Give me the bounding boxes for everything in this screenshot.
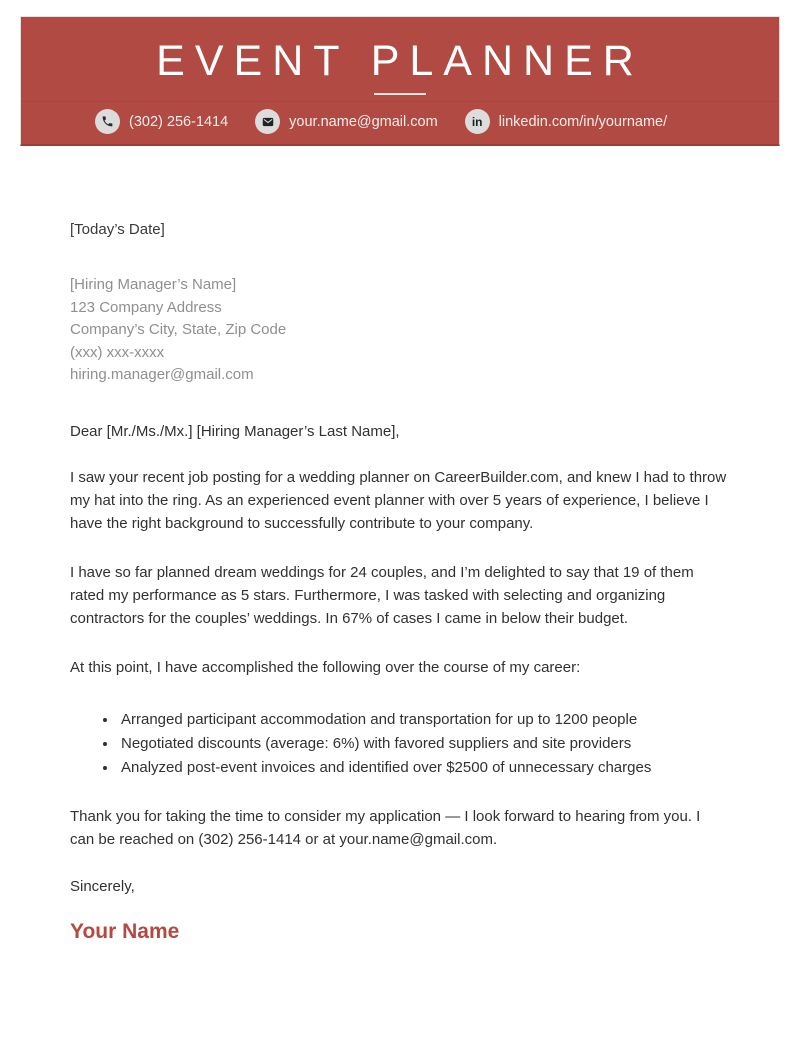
list-item: • Arranged participant accommodation and transportation for up to 1200 people [118, 708, 728, 732]
date-placeholder: [Today’s Date] [70, 221, 165, 238]
title-divider [374, 93, 426, 95]
recipient-email: hiring.manager@gmail.com [70, 366, 254, 383]
recipient-name: [Hiring Manager’s Name] [70, 276, 237, 293]
closing-paragraph: Thank you for taking the time to consider my application — I look forward to hearing from you. I can be reached on (302) 256-1414 or at your.name@gmail.com. [70, 808, 701, 849]
salutation: Dear [Mr./Ms./Mx.] [Hiring Manager’s Last Name], [70, 422, 400, 440]
recipient-block [70, 274, 728, 387]
list-item: • Analyzed post-event invoices and identified over $2500 of unnecessary charges [118, 756, 728, 780]
linkedin-icon: in [465, 109, 490, 134]
paragraph-experience: I have so far planned dream weddings for 24 couples, and I’m delighted to say that 19 of them rated my performance as 5 stars. Furthermore, I was tasked with selecting and organizing contractors for the couples’ weddings. In 67% of cases I came in below their budget. [70, 563, 694, 627]
recipient-city-state-zip: Company’s City, State, Zip Code [70, 321, 287, 338]
letter-header [20, 16, 780, 146]
cover-letter-page [0, 16, 800, 1051]
email-address: your.name@gmail.com [289, 113, 438, 130]
linkedin-url: linkedin.com/in/yourname/ [498, 113, 668, 130]
sign-off: Sincerely, [70, 878, 135, 896]
phone-number: (302) 256-1414 [129, 113, 229, 130]
page-title: EVENT PLANNER [156, 37, 644, 85]
accomplishments-list [70, 708, 728, 781]
paragraph-intro: I saw your recent job posting for a wedding planner on CareerBuilder.com, and knew I had to throw my hat into the ring. As an experienced event planner with over 5 years of experience, I believe I have the right background to successfully contribute to your company. [70, 468, 727, 532]
recipient-address: 123 Company Address [70, 298, 222, 316]
phone-icon [95, 109, 120, 134]
header-section-divider [21, 101, 779, 102]
recipient-phone: (xxx) xxx-xxxx [70, 343, 165, 361]
contact-bar [95, 109, 779, 134]
email-contact[interactable] [255, 109, 438, 134]
letter-body [0, 146, 800, 944]
paragraph-accomplishments-intro: At this point, I have accomplished the following over the course of my career: [70, 658, 581, 676]
linkedin-contact[interactable] [465, 109, 667, 134]
email-icon [255, 109, 280, 134]
list-item: • Negotiated discounts (average: 6%) with favored suppliers and site providers [118, 732, 728, 756]
signature-name: Your Name [70, 920, 180, 944]
phone-contact[interactable] [95, 109, 228, 134]
